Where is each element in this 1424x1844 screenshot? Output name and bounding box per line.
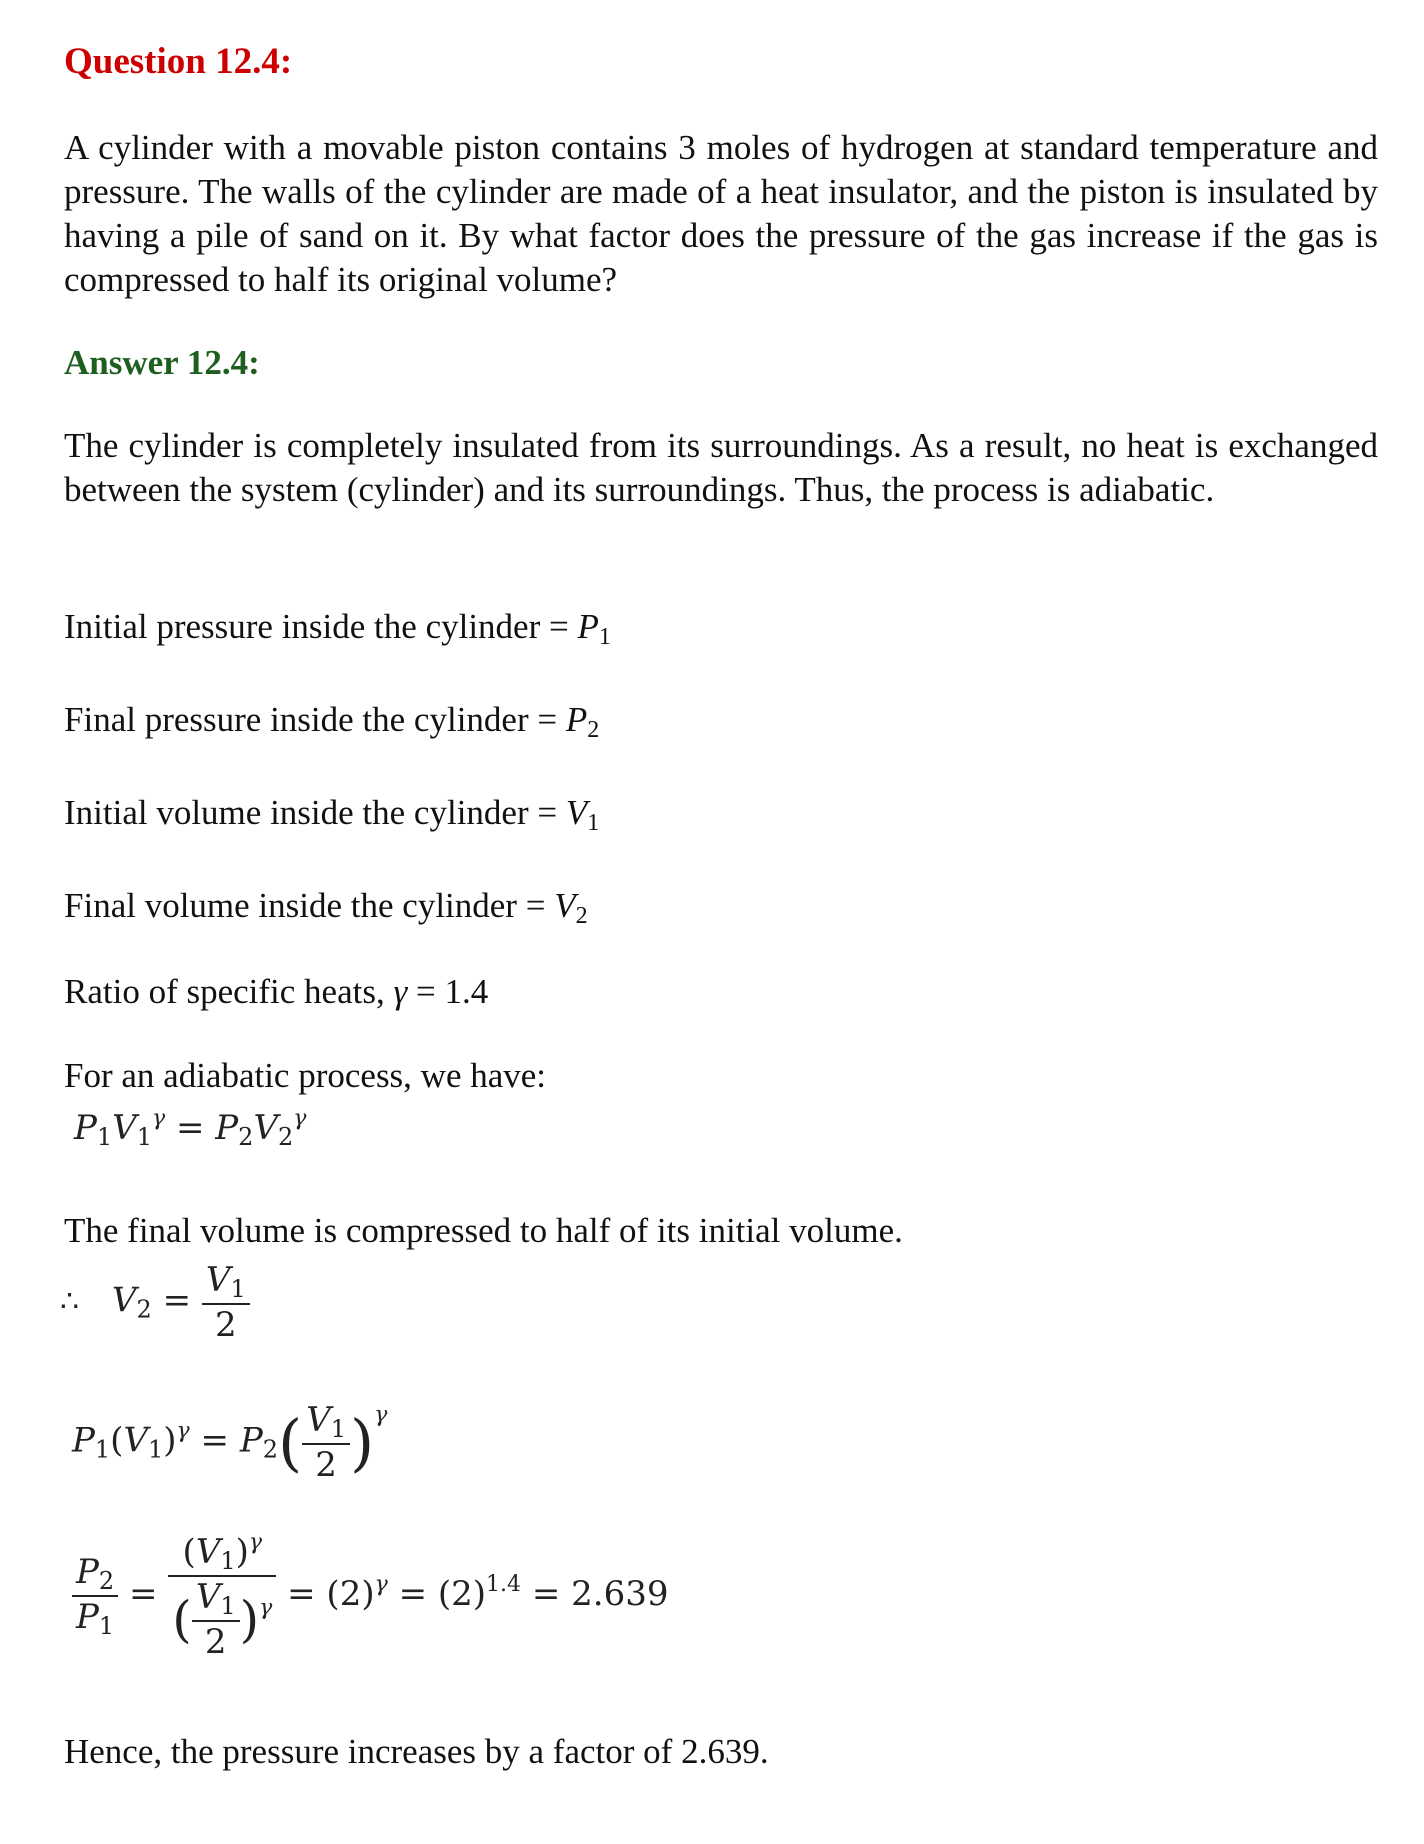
definition-initial-volume: [64, 791, 599, 845]
eq-symbol: V: [123, 1420, 148, 1461]
fraction-volume-ratio: $(V_1)^\gamma$ ( $\frac{V_1}{2}$ )$^\gamma$: [168, 1530, 276, 1662]
subscript: 2: [587, 717, 600, 743]
question-text: A cylinder with a movable piston contains 3 moles of hydrogen at standard temperature and pressure. The walls of the cylinder are made of a heat insulator, and the piston is insulated by having a pile of sand on it. By what factor does the pressure of the gas increase if the gas is compressed to half its original volume?: [64, 128, 1378, 299]
eq-exponent: γ: [248, 1530, 263, 1555]
eq-symbol: V: [195, 1532, 221, 1572]
symbol: V: [565, 793, 588, 832]
eq-exponent: γ: [176, 1418, 190, 1444]
eq-subscript: 2: [98, 1567, 115, 1595]
answer-intro: The cylinder is completely insulated from its surroundings. As a result, no heat is exchanged between the system (cylinder) and its surroundings. Thus, the process is adiabatic.: [64, 426, 1378, 509]
eq-symbol: P: [72, 1420, 95, 1461]
fraction: [302, 1400, 350, 1485]
eq-subscript: 1: [94, 1435, 111, 1464]
ratio-label: Ratio of specific heats,: [64, 972, 394, 1011]
eq-symbol: P: [76, 1552, 99, 1592]
eq-subscript: 1: [220, 1547, 236, 1575]
eq-exponent: γ: [293, 1106, 307, 1131]
eq-subscript: 1: [98, 1612, 115, 1640]
gamma-symbol: γ: [393, 972, 408, 1011]
eq-equals: =: [200, 1420, 230, 1461]
eq-symbol: P: [239, 1420, 263, 1461]
eq-equals: =: [162, 1280, 192, 1321]
eq-subscript: 1: [330, 1415, 347, 1443]
eq-denominator: 2: [302, 1443, 350, 1485]
symbol: P: [565, 700, 588, 739]
eq-result-value: = 2.639: [521, 1574, 669, 1614]
eq-subscript: 2: [278, 1123, 294, 1151]
eq-symbol: P: [74, 1108, 97, 1148]
question-heading: Question 12.4:: [64, 41, 293, 82]
eq-denominator: 2: [202, 1303, 250, 1345]
adiabatic-intro: For an adiabatic process, we have:: [64, 1056, 547, 1095]
subscript: 2: [575, 903, 588, 929]
eq-symbol: V: [111, 1280, 137, 1321]
eq-symbol: V: [306, 1400, 331, 1440]
equation-final-volume: [60, 1260, 250, 1345]
eq-subscript: 1: [230, 1275, 246, 1303]
eq-exponent: γ: [374, 1572, 388, 1597]
eq-symbol: V: [112, 1108, 137, 1148]
definition-initial-pressure: [64, 605, 611, 659]
equation-result: [72, 1530, 668, 1662]
definition-label: Initial pressure inside the cylinder =: [64, 607, 578, 646]
eq-symbol: V: [195, 1577, 221, 1617]
equation-substitution: $P_1(V_1)^\gamma = P_2$( $\frac{V_1}{2}$ )$^\gamma$: [72, 1400, 388, 1485]
eq-subscript: 1: [220, 1592, 236, 1620]
eq-subscript: 2: [136, 1295, 152, 1324]
definition-label: Final pressure inside the cylinder =: [64, 700, 566, 739]
eq-exponent: γ: [374, 1402, 388, 1428]
definition-label: Final volume inside the cylinder =: [64, 886, 555, 925]
symbol: P: [577, 607, 599, 646]
definition-final-pressure: [64, 698, 599, 752]
eq-term: = (2): [387, 1574, 487, 1614]
eq-term: = (2): [287, 1574, 375, 1614]
eq-symbol: P: [215, 1108, 239, 1148]
eq-exponent: γ: [152, 1106, 166, 1131]
fraction-nested: [192, 1577, 240, 1662]
therefore-symbol: ∴: [60, 1284, 80, 1320]
symbol: V: [554, 886, 576, 925]
eq-symbol: V: [205, 1260, 231, 1300]
eq-symbol: P: [76, 1597, 99, 1637]
fraction-pressure-ratio: [72, 1552, 118, 1640]
conclusion: Hence, the pressure increases by a factor of 2.639.: [64, 1732, 769, 1771]
eq-subscript: 2: [238, 1123, 254, 1151]
eq-exponent: γ: [259, 1595, 273, 1621]
subscript: 1: [598, 624, 611, 650]
eq-subscript: 1: [96, 1123, 113, 1151]
eq-subscript: 2: [262, 1435, 278, 1464]
eq-exponent: 1.4: [486, 1572, 522, 1597]
eq-subscript: 1: [148, 1435, 164, 1464]
compressed-statement: The final volume is compressed to half of its initial volume.: [64, 1211, 903, 1250]
eq-symbol: V: [253, 1108, 279, 1148]
eq-subscript: 1: [136, 1123, 153, 1151]
definition-label: Initial volume inside the cylinder =: [64, 793, 566, 832]
ratio-value: = 1.4: [407, 972, 489, 1011]
subscript: 1: [587, 810, 600, 836]
ratio-of-specific-heats: [64, 970, 488, 1014]
eq-equals: =: [165, 1108, 216, 1148]
eq-denominator: 2: [192, 1620, 240, 1662]
definition-final-volume: [64, 884, 588, 938]
fraction: [202, 1260, 250, 1345]
equation-adiabatic: [74, 1106, 306, 1151]
answer-heading: Answer 12.4:: [64, 343, 260, 382]
eq-equals: =: [128, 1574, 158, 1614]
